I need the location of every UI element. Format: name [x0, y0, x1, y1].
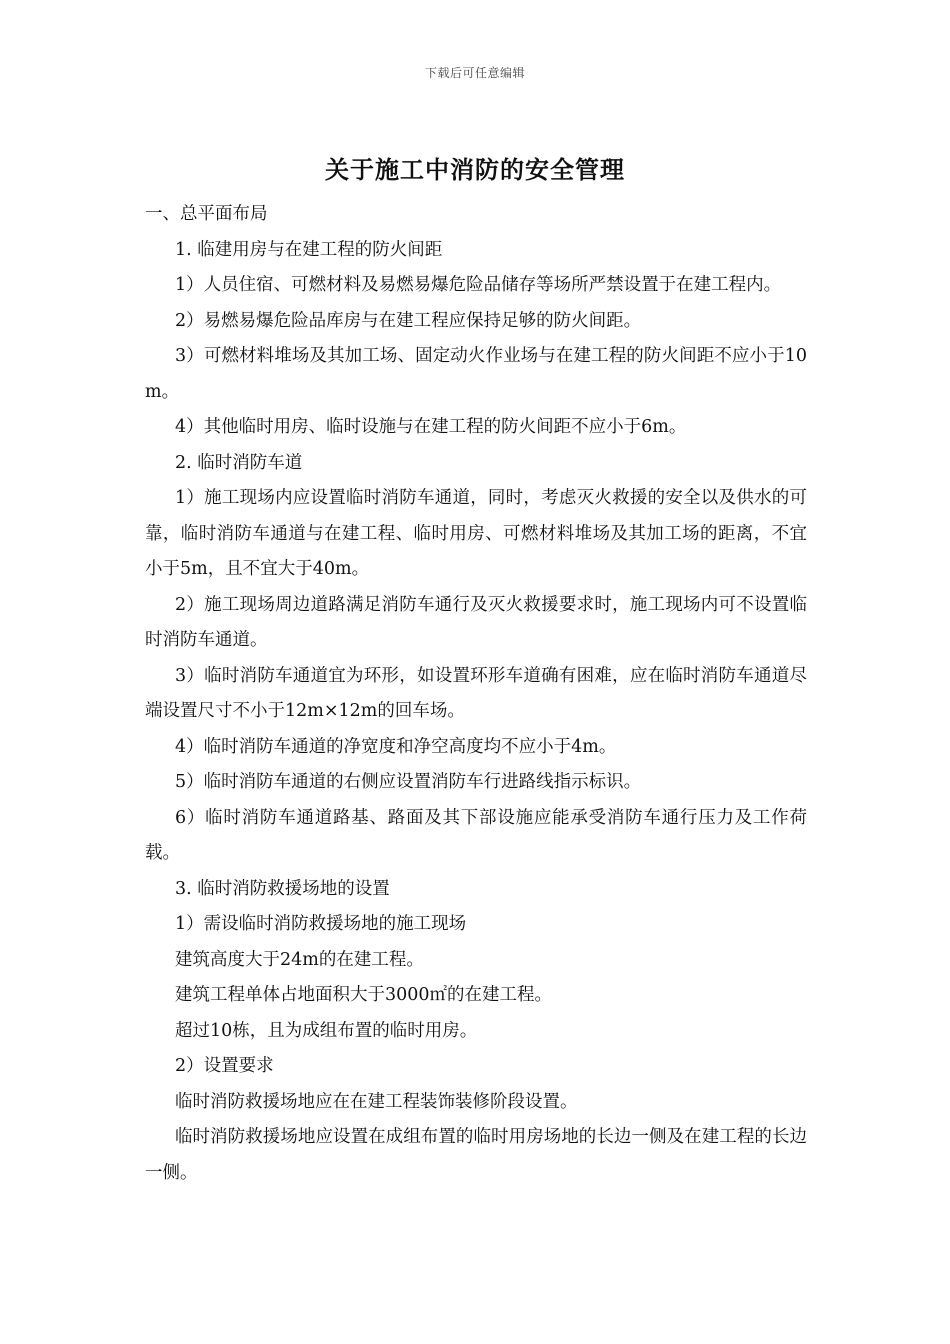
paragraph: 建筑高度大于24m的在建工程。: [175, 949, 424, 970]
paragraph: 临时消防救援场地应在在建工程装饰装修阶段设置。: [175, 1091, 578, 1112]
paragraph: 1）需设临时消防救援场地的施工现场: [175, 914, 467, 934]
section-heading: 一、总平面布局: [145, 204, 268, 224]
paragraph: 3）可燃材料堆场及其加工场、固定动火作业场与在建工程的防火间距不应小于10m。: [145, 346, 807, 402]
paragraph: 5）临时消防车通道的右侧应设置消防车行进路线指示标识。: [175, 772, 642, 792]
subsection-heading: 2. 临时消防车道: [175, 452, 303, 473]
paragraph: 临时消防救援场地应设置在成组布置的临时用房场地的长边一侧及在建工程的长边一侧。: [145, 1127, 807, 1183]
paragraph: 1）人员住宿、可燃材料及易燃易爆危险品储存等场所严禁设置于在建工程内。: [175, 275, 782, 295]
header-note: 下载后可任意编辑: [424, 66, 525, 80]
subsection-heading: 1. 临建用房与在建工程的防火间距: [175, 239, 443, 260]
document-title: 关于施工中消防的安全管理: [325, 155, 625, 184]
document-body: [145, 197, 807, 1191]
paragraph: 4）临时消防车通道的净宽度和净空高度均不应小于4m。: [175, 736, 617, 757]
paragraph: 建筑工程单体占地面积大于3000㎡的在建工程。: [175, 985, 553, 1005]
paragraph: 4）其他临时用房、临时设施与在建工程的防火间距不应小于6m。: [175, 417, 687, 437]
paragraph: 3）临时消防车通道宜为环形，如设置环形车道确有困难，应在临时消防车通道尽端设置尺寸不小于12m×12m的回车场。: [145, 665, 807, 721]
paragraph: 2）易燃易爆危险品库房与在建工程应保持足够的防火间距。: [175, 310, 642, 331]
subsection-heading: 3. 临时消防救援场地的设置: [175, 878, 390, 899]
paragraph: 1）施工现场内应设置临时消防车通道，同时，考虑灭火救援的安全以及供水的可靠，临时消防车通道与在建工程、临时用房、可燃材料堆场及其加工场的距离，不宜小于5m，且不宜大于40m。: [145, 488, 807, 579]
paragraph: 2）设置要求: [175, 1056, 274, 1076]
paragraph: 超过10栋，且为成组布置的临时用房。: [175, 1020, 478, 1041]
paragraph: 6）临时消防车通道路基、路面及其下部设施应能承受消防车通行压力及工作荷载。: [145, 807, 807, 863]
paragraph: 2）施工现场周边道路满足消防车通行及灭火救援要求时，施工现场内可不设置临时消防车通道。: [145, 594, 807, 650]
